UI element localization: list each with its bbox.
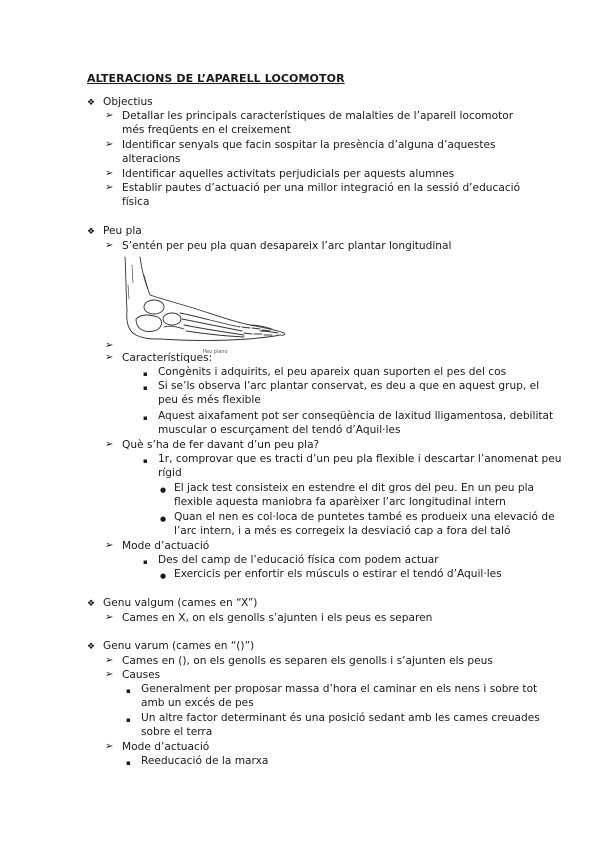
dot-bullet-icon: ● [160,486,167,494]
mode-actuacio-line: Reeducació de la marxa [141,755,269,767]
section-heading-genu-valgum: Genu valgum (cames en “X”) [103,597,258,609]
arrow-bullet-icon: ➢ [105,139,114,150]
caracteristica-line: muscular o escurçament del tendó d’Aquil·les [158,424,401,436]
objective-line: física [122,196,150,208]
que-fer-sub-line: flexible aquesta maniobra fa aparèixer l’arc longitudinal intern [174,496,506,508]
arrow-bullet-icon: ➢ [105,168,114,179]
section-heading-peu-pla: Peu pla [103,225,142,237]
section-heading-objectius: Objectius [103,96,153,108]
diamond-bullet-icon: ❖ [87,98,96,108]
diamond-bullet-icon: ❖ [87,599,96,609]
square-bullet-icon: ▪ [126,759,131,767]
diamond-bullet-icon: ❖ [87,227,96,237]
objective-line: més freqüents en el creixement [122,124,291,136]
square-bullet-icon: ▪ [143,558,148,566]
peu-pla-definition: S’entén per peu pla quan desapareix l’arc plantar longitudinal [122,240,452,252]
caracteristiques-label: Característiques: [122,352,213,364]
arrow-bullet-icon: ➢ [105,240,114,251]
arrow-bullet-icon: ➢ [105,439,114,450]
dot-bullet-icon: ● [160,515,167,523]
objective-line: Establir pautes d’actuació per una millor integració en la sessió d’educació [122,182,521,194]
arrow-bullet-icon: ➢ [105,741,114,752]
objective-line: alteracions [122,153,181,165]
arrow-bullet-icon: ➢ [105,612,114,623]
arrow-bullet-icon: ➢ [105,110,114,121]
mode-actuacio-sub-line: Exercicis per enfortir els músculs o estirar el tendó d’Aquil·les [174,568,502,580]
diamond-bullet-icon: ❖ [87,642,96,652]
que-fer-line: rígid [158,467,182,479]
square-bullet-icon: ▪ [126,687,131,695]
objective-line: Identificar senyals que facin sospitar la presència d’alguna d’aquestes [122,139,496,151]
genu-valgum-line: Cames en X, on els genolls s’ajunten i els peus es separen [122,612,433,624]
mode-actuacio-line: Des del camp de l’educació física com podem actuar [158,554,439,566]
document-title: ALTERACIONS DE L’APARELL LOCOMOTOR [87,72,345,85]
square-bullet-icon: ▪ [126,716,131,724]
arrow-bullet-icon: ➢ [105,655,114,666]
mode-actuacio-label: Mode d’actuació [122,741,210,753]
arrow-bullet-icon: ➢ [105,352,114,363]
que-fer-label: Què s’ha de fer davant d’un peu pla? [122,439,320,451]
que-fer-sub-line: l’arc intern, i a més es corregeix la desviació cap a fora del taló [174,525,511,537]
arrow-bullet-icon: ➢ [105,669,114,680]
section-heading-genu-varum: Genu varum (cames en “()”) [103,640,255,652]
caracteristica-line: Congènits i adquirits, el peu apareix quan suporten el pes del cos [158,366,507,378]
arrow-bullet-icon: ➢ [105,340,114,351]
causes-line: amb un excés de pes [141,697,254,709]
square-bullet-icon: ▪ [143,457,148,465]
arrow-bullet-icon: ➢ [105,182,114,193]
square-bullet-icon: ▪ [143,370,148,378]
que-fer-sub-line: Quan el nen es col·loca de puntetes també es produeix una elevació de [174,511,555,523]
figure-caption: Peu plano [203,349,228,355]
causes-line: Un altre factor determinant és una posició sedant amb les cames creuades [141,712,540,724]
objective-line: Detallar les principals característiques de malalties de l’aparell locomotor [122,110,514,122]
square-bullet-icon: ▪ [143,384,148,392]
caracteristica-line: Aquest aixafament pot ser conseqüència de laxitud lligamentosa, debilitat [158,410,554,422]
genu-varum-line: Cames en (), on els genolls es separen els genolls i s’ajunten els peus [122,655,493,667]
causes-label: Causes [122,669,161,681]
caracteristica-line: peu és més flexible [158,394,261,406]
que-fer-line: 1r, comprovar que es tracti d’un peu pla flexible i descartar l’anomenat peu [158,453,562,465]
dot-bullet-icon: ● [160,572,167,580]
flat-foot-illustration [120,255,290,347]
arrow-bullet-icon: ➢ [105,540,114,551]
square-bullet-icon: ▪ [143,414,148,422]
objective-line: Identificar aquelles activitats perjudicials per aquests alumnes [122,168,455,180]
que-fer-sub-line: El jack test consisteix en estendre el dit gros del peu. En un peu pla [174,482,535,494]
causes-line: sobre el terra [141,726,213,738]
mode-actuacio-label: Mode d’actuació [122,540,210,552]
causes-line: Generalment per proposar massa d’hora el caminar en els nens i sobre tot [141,683,538,695]
caracteristica-line: Si se’ls observa l’arc plantar conservat, es deu a que en aquest grup, el [158,380,540,392]
